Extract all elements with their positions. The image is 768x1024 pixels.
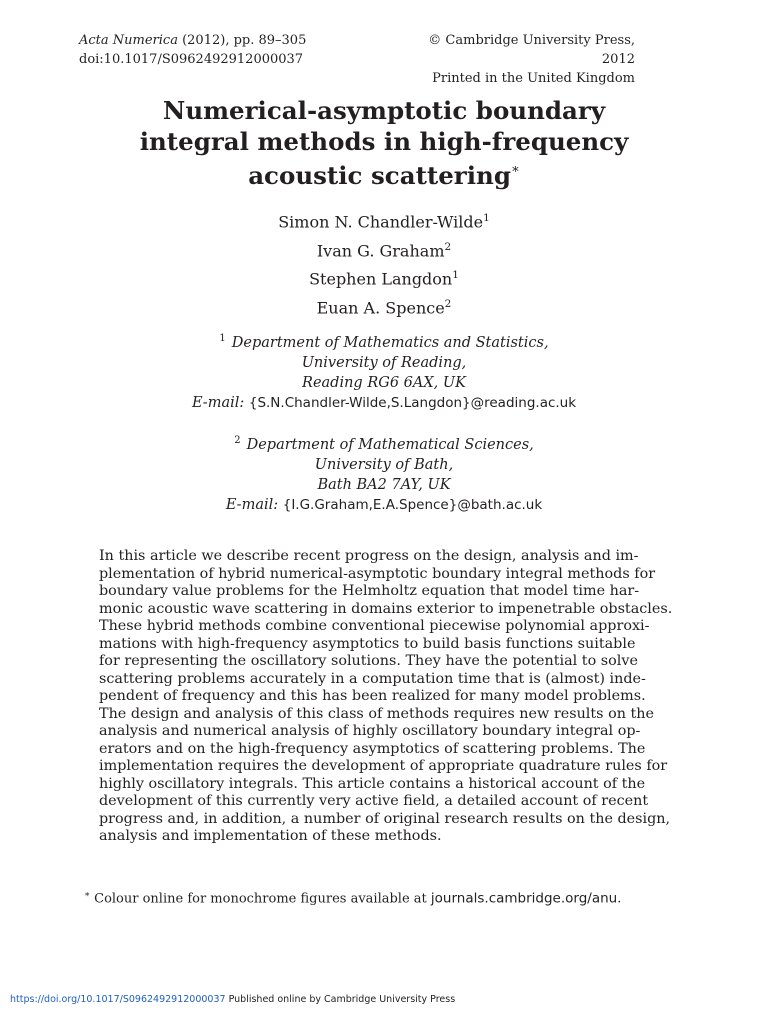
abstract-line: development of this currently very active field, a detailed account of recent xyxy=(99,793,649,810)
abstract-line: pendent of frequency and this has been realized for many model problems. xyxy=(99,688,646,705)
abstract-line: The design and analysis of this class of methods requires new results on the xyxy=(99,705,655,722)
journal-name: Acta Numerica xyxy=(79,33,178,48)
affiliation-reading: $^1$ Department of Mathematics and Statistics, University of Reading, Reading RG6 6AX, UK E-mail: {S.N.Chandler-Wilde,S.Langdon}@reading.ac.uk xyxy=(84,329,684,414)
printed-text: Printed in the United Kingdom xyxy=(432,71,635,86)
email-label: E-mail: xyxy=(225,497,279,514)
title-footnote-mark: ∗ xyxy=(510,162,520,177)
author: Euan A. Spence$^2$ xyxy=(316,297,452,318)
journal-header xyxy=(79,31,306,69)
abstract-line: mations with high-frequency asymptotics to build basis functions suitable xyxy=(99,635,636,652)
published-online-text: Published online by Cambridge University Press xyxy=(225,994,456,1005)
affiliation-dept: Department of Mathematics and Statistics, xyxy=(231,334,549,351)
abstract-line: analysis and numerical analysis of highly oscillatory boundary integral op- xyxy=(99,723,641,740)
author-list xyxy=(84,206,684,321)
affiliation-univ: University of Reading, xyxy=(301,355,467,372)
footnote: ∗ Colour online for monochrome figures available at journals.cambridge.org/anu. xyxy=(84,890,622,907)
doi-text: doi:10.1017/S0962492912000037 xyxy=(79,52,304,67)
affiliation-dept: Department of Mathematical Sciences, xyxy=(246,436,534,453)
abstract-line: plementation of hybrid numerical-asymptotic boundary integral methods for xyxy=(99,565,656,582)
abstract-line: for representing the oscillatory solutions. They have the potential to solve xyxy=(99,653,638,670)
abstract xyxy=(99,548,673,846)
affiliation-univ: University of Bath, xyxy=(314,457,454,474)
abstract-line: scattering problems accurately in a computation time that is (almost) inde- xyxy=(99,670,646,687)
abstract-line: progress and, in addition, a number of original research results on the design, xyxy=(99,810,671,827)
abstract-line: boundary value problems for the Helmholtz equation that model time har- xyxy=(99,583,640,600)
email-address[interactable]: {S.N.Chandler-Wilde,S.Langdon}@reading.ac.uk xyxy=(248,395,577,412)
title-line-3: acoustic scattering xyxy=(248,161,511,191)
abstract-line: These hybrid methods combine conventional piecewise polynomial approxi- xyxy=(99,618,650,635)
author: Stephen Langdon$^1$ xyxy=(309,269,459,289)
footnote-text: Colour online for monochrome figures available at xyxy=(94,891,431,907)
author: Ivan G. Graham$^2$ xyxy=(316,240,452,260)
email-address[interactable]: {I.G.Graham,E.A.Spence}@bath.ac.uk xyxy=(282,497,543,514)
author: Simon N. Chandler-Wilde$^1$ xyxy=(278,212,490,232)
abstract-line: highly oscillatory integrals. This article contains a historical account of the xyxy=(99,775,646,792)
title-line-2: integral methods in high-frequency xyxy=(139,126,629,156)
email-label: E-mail: xyxy=(191,395,245,412)
publication-bar xyxy=(10,994,455,1005)
title-line-1: Numerical-asymptotic boundary xyxy=(162,96,606,125)
doi-link[interactable]: https://doi.org/10.1017/S0962492912000037 xyxy=(10,994,226,1005)
abstract-line: erators and on the high-frequency asymptotics of scattering problems. The xyxy=(99,740,646,757)
affiliation-address: Bath BA2 7AY, UK xyxy=(317,477,451,494)
paper-title xyxy=(84,96,684,192)
affiliation-address: Reading RG6 6AX, UK xyxy=(302,375,466,392)
footnote-mark: ∗ xyxy=(84,890,91,900)
abstract-line: In this article we describe recent progress on the design, analysis and im- xyxy=(99,548,639,564)
abstract-line: monic acoustic wave scattering in domains exterior to impenetrable obstacles. xyxy=(99,600,673,617)
footnote-url[interactable]: journals.cambridge.org/anu xyxy=(430,890,618,907)
journal-year-pages: (2012), pp. 89–305 xyxy=(182,33,307,48)
copyright-text: © Cambridge University Press, 2012 xyxy=(428,33,635,67)
abstract-line: implementation requires the development of appropriate quadrature rules for xyxy=(99,758,668,775)
copyright-block xyxy=(404,31,635,88)
affiliation-bath: $^2$ Department of Mathematical Sciences, University of Bath, Bath BA2 7AY, UK E-mail: {I.G.Graham,E.A.Spence}@bath.ac.uk xyxy=(84,431,684,516)
abstract-line: analysis and implementation of these methods. xyxy=(99,828,442,845)
